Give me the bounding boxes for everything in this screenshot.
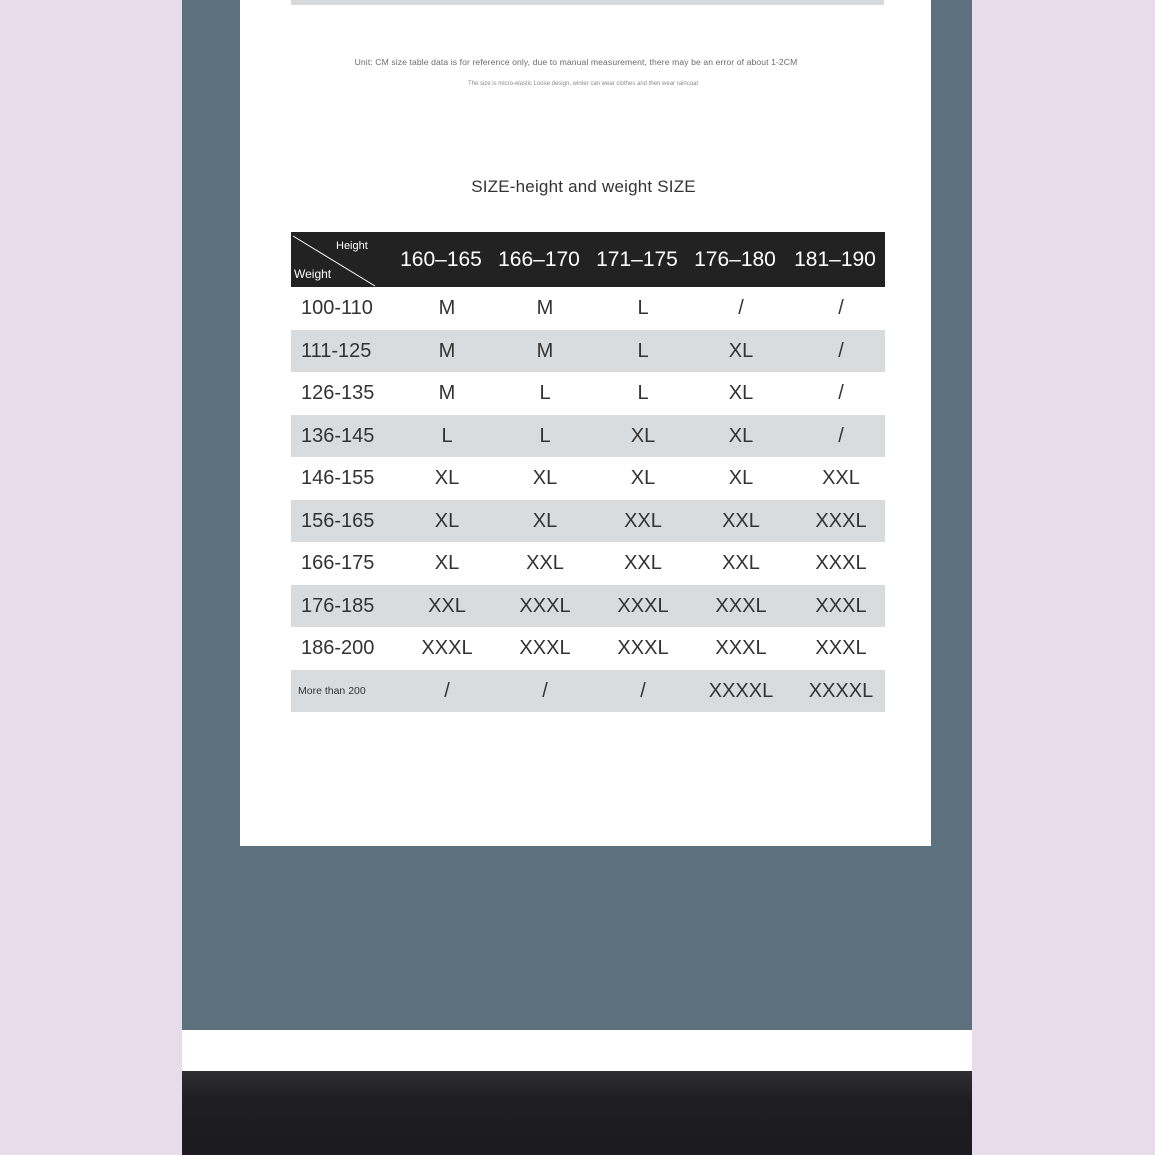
size-cell: L [539, 382, 551, 404]
size-cell: XL [630, 424, 656, 447]
size-cell: XXXL [815, 509, 867, 532]
size-chart-sheet [240, 0, 931, 846]
corner-weight-label: Weight [294, 267, 332, 281]
weight-range-label: 136-145 [301, 424, 375, 447]
table-title: SIZE-height and weight SIZE [471, 177, 696, 196]
size-cell: / [542, 679, 548, 702]
size-cell: XL [532, 467, 558, 489]
white-strip [182, 1030, 972, 1071]
table-row [291, 415, 885, 458]
table-row [291, 627, 885, 670]
table-row [291, 542, 885, 585]
table-row [291, 330, 885, 373]
size-cell: L [637, 339, 649, 362]
size-cell: / [838, 382, 844, 404]
size-cell: XXXL [815, 594, 867, 617]
table-row [291, 585, 885, 628]
size-cell: XXXL [617, 637, 669, 659]
weight-range-label: More than 200 [298, 684, 366, 697]
size-cell: XL [728, 382, 754, 404]
size-cell: XXL [526, 552, 564, 574]
size-cell: L [539, 424, 551, 447]
size-cell: XL [434, 467, 460, 489]
corner-height-label: Height [336, 240, 368, 252]
table-body [291, 287, 885, 712]
size-cell: / [444, 679, 450, 702]
measurement-note: Unit: CM size table data is for reference only, due to manual measurement, there may be an error of about 1-2CM [354, 57, 798, 67]
size-table [291, 232, 885, 712]
size-cell: L [441, 424, 453, 447]
weight-range-label: 156-165 [301, 509, 375, 532]
size-cell: XXXL [617, 594, 669, 617]
size-cell: XXXL [815, 552, 867, 574]
table-header-row [291, 232, 885, 287]
top-rule [291, 0, 884, 5]
size-cell: XXL [722, 552, 760, 574]
weight-range-label: 126-135 [301, 382, 375, 404]
size-cell: / [838, 424, 844, 447]
table-row [291, 670, 885, 713]
size-cell: XL [532, 509, 558, 532]
size-cell: M [536, 339, 554, 362]
size-cell: / [838, 297, 844, 319]
size-cell: M [438, 382, 456, 404]
size-cell: / [738, 297, 744, 319]
weight-range-label: 100-110 [301, 297, 373, 319]
weight-range-label: 176-185 [301, 594, 375, 617]
size-cell: XXL [822, 467, 860, 489]
size-cell: XXXXL [808, 679, 874, 702]
size-cell: XXXXL [708, 679, 774, 702]
size-cell: XL [728, 467, 754, 489]
size-cell: / [838, 339, 844, 362]
table-row [291, 372, 885, 415]
size-cell: M [438, 339, 456, 362]
height-column-header: 176–180 [694, 248, 776, 271]
size-cell: XXL [624, 509, 662, 532]
size-cell: XXXL [815, 637, 867, 659]
table-row [291, 500, 885, 543]
size-cell: L [637, 382, 649, 404]
height-column-header: 160–165 [400, 248, 482, 271]
height-column-header: 181–190 [794, 248, 876, 271]
size-cell: XL [728, 339, 754, 362]
size-cell: XXXL [715, 594, 767, 617]
table-row [291, 457, 885, 500]
weight-range-label: 166-175 [301, 552, 375, 574]
fit-note: The size is micro-elastic Loose design, winter can wear clothes and then wear raincoat [467, 81, 699, 87]
size-cell: M [438, 297, 456, 319]
size-cell: XXL [624, 552, 662, 574]
size-cell: L [637, 297, 649, 319]
size-cell: XXL [722, 509, 760, 532]
size-cell: / [640, 679, 646, 702]
weight-range-label: 111-125 [301, 339, 372, 362]
weight-range-label: 146-155 [301, 467, 375, 489]
weight-range-label: 186-200 [301, 637, 375, 659]
size-cell: XL [434, 552, 460, 574]
size-cell: XXXL [519, 637, 571, 659]
height-column-header: 171–175 [596, 248, 678, 271]
corner-cell [291, 232, 376, 287]
height-column-header: 166–170 [498, 248, 580, 271]
size-cell: M [536, 297, 554, 319]
size-cell: XXXL [519, 594, 571, 617]
table-row [291, 287, 885, 330]
bottom-band [182, 1071, 972, 1155]
size-cell: XL [434, 509, 460, 532]
size-cell: XXXL [421, 637, 473, 659]
size-cell: XL [728, 424, 754, 447]
size-cell: XXL [428, 594, 466, 617]
size-cell: XL [630, 467, 656, 489]
size-cell: XXXL [715, 637, 767, 659]
